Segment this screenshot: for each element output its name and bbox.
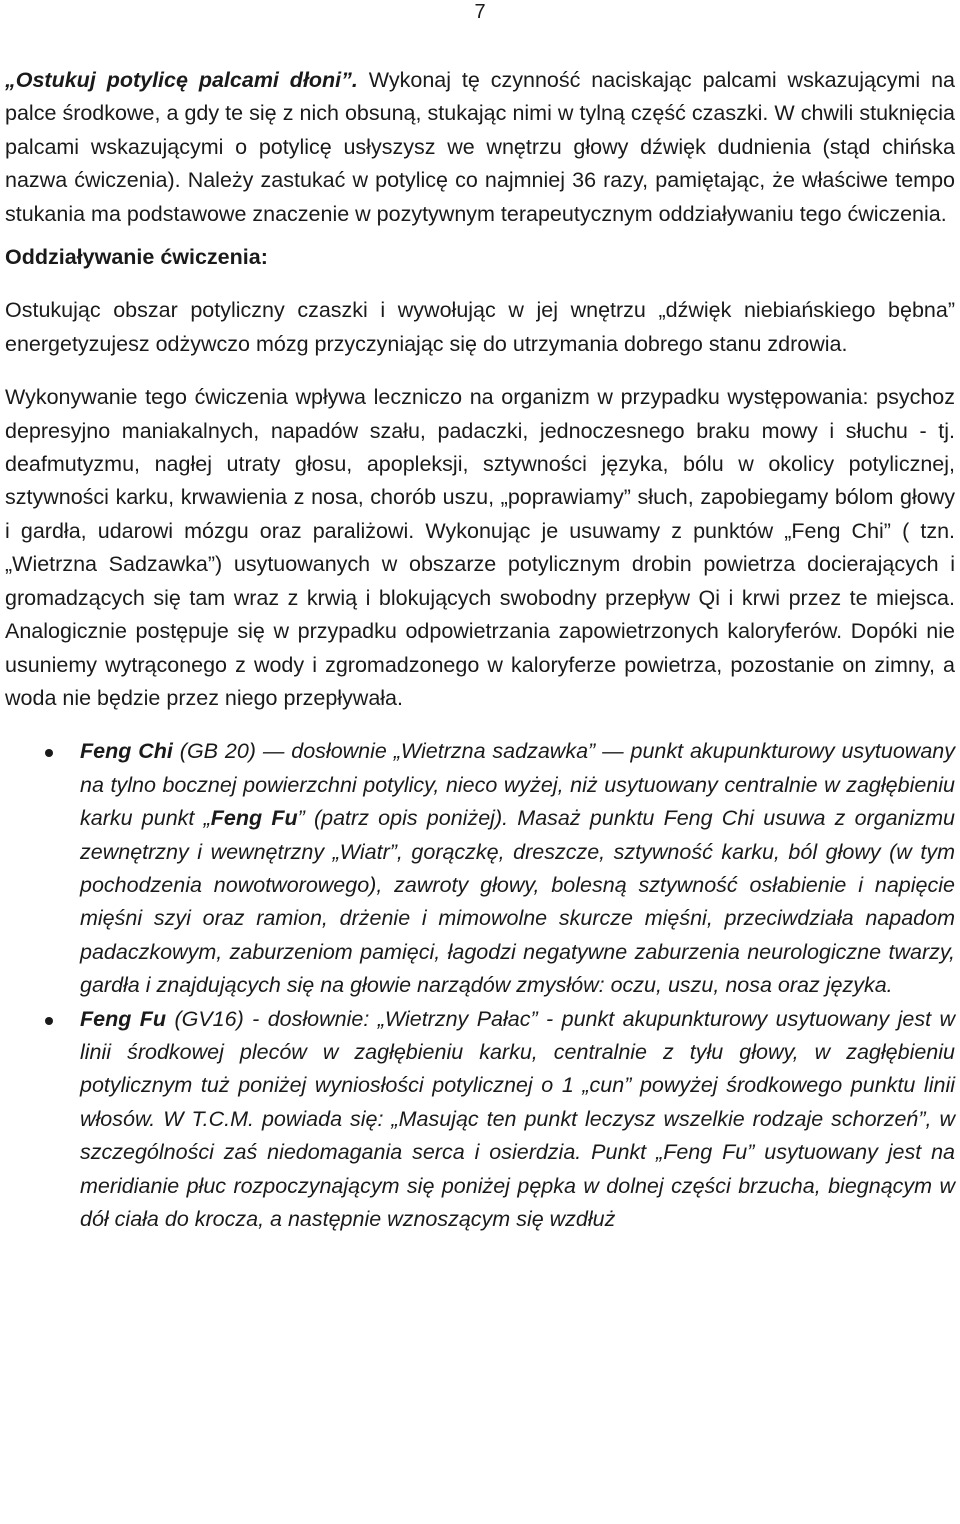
acupoint-term: Feng Chi <box>80 739 173 764</box>
acupoint-text-cont: ” (patrz opis poniżej). Masaż punktu Feng Chi usuwa z organizmu zewnętrzny i wewnętrzny „Wiatr”, gorączkę, dreszcze, sztywność karku, ból głowy (w tym pochodzenia nowotworowego), zawroty głowy, bolesną sztywność osłabienie i napięcie mięśni szyi oraz ramion, drżenie i mimowolne skurcze mięśni, przeciwdziała napadom padaczkowym, zaburzeniom pamięci, łagodzi negatywne zaburzenia neurologiczne twarzy, gardła i znajdujących się na głowie narządów zmysłów: oczu, uszu, nosa oraz języka. <box>80 806 955 998</box>
acupoint-term-ref: Feng Fu <box>210 806 298 831</box>
acupoint-list <box>5 735 955 1236</box>
paragraph-exercise-description <box>5 64 955 231</box>
list-item <box>5 1003 955 1237</box>
document-body <box>5 64 955 1236</box>
bullet-icon <box>45 749 53 757</box>
acupoint-text: (GB 20) — dosłownie „Wietrzna sadzawka” — punkt akupunkturowy usytuowany na tylno bocznej powierzchni potylicy, nieco wyżej, niż usytuowany centralnie w zagłębieniu karku punkt „ <box>80 739 956 831</box>
acupoint-text: (GV16) - dosłownie: „Wietrzny Pałac” - punkt akupunkturowy usytuowany jest w linii środkowej pleców w zagłębieniu karku, centralnie z tyłu głowy, w zagłębieniu potylicznym tuż poniżej wyniosłości potylicznej o 1 „cun” powyżej środkowego punktu linii włosów. W T.C.M. powiada się: „Masując ten punkt leczysz wszelkie rodzaje schorzeń”, w szczególności zaś niedomagania serca i osierdzia. Punkt „Feng Fu” usytuowany jest na meridianie płuc rozpoczynającym się poniżej pępka w dolnej części brzucha, biegnącym w dół ciała do krocza, a następnie wznoszącym się wzdłuż <box>80 1006 955 1231</box>
list-item <box>5 735 955 1002</box>
acupoint-term: Feng Fu <box>80 1006 167 1031</box>
page-number: 7 <box>474 1 486 23</box>
bullet-icon <box>45 1017 53 1025</box>
paragraph-indications: Wykonywanie tego ćwiczenia wpływa leczniczo na organizm w przypadku występowania: psychoz depresyjno maniakalnych, napadów szału, padaczki, jednoczesnego braku mowy i słuchu - tj. deafmutyzmu, nagłej utraty głosu, apopleksji, sztywności języka, bólu w okolicy potylicznej, sztywności karku, krwawienia z nosa, chorób uszu, „poprawiamy” słuch, zapobiegamy bólom głowy i gardła, udarowi mózgu oraz paraliżowi. Wykonując je usuwamy z punktów „Feng Chi” ( tzn. „Wietrzna Sadzawka”) usytuowanych w obszarze potylicznym drobin powietrza docierających i gromadzących się tam wraz z krwią i blokujących swobodny przepływ Qi i krwi przez te miejsca. Analogicznie postępuje się w przypadku odpowietrzania zapowietrzonych kaloryferów. Dopóki nie usuniemy wytrąconego z wody i zgromadzonego w kaloryferze powietrza, pozostanie on zimny, a woda nie będzie przez niego przepływała. <box>5 385 955 710</box>
exercise-title: „Ostukuj potylicę palcami dłoni”. <box>5 68 358 92</box>
paragraph-effects: Ostukując obszar potyliczny czaszki i wywołując w jej wnętrzu „dźwięk niebiańskiego bębna” energetyzujesz odżywczo mózg przyczyniając się do utrzymania dobrego stanu zdrowia. <box>5 298 955 356</box>
section-heading: Oddziaływanie ćwiczenia: <box>5 245 268 270</box>
exercise-text: Wykonaj tę czynność naciskając palcami wskazującymi na palce środkowe, a gdy te się z nich obsuną, stukając nimi w tylną część czaszki. W chwili stuknięcia palcami wskazującymi o potylicę usłyszysz we wnętrzu głowy dźwięk dudnienia (stąd chińska nazwa ćwiczenia). Należy zastukać w potylicę co najmniej 36 razy, pamiętając, że właściwe tempo stukania ma podstawowe znaczenie w pozytywnym terapeutycznym oddziaływaniu tego ćwiczenia. <box>5 68 955 226</box>
